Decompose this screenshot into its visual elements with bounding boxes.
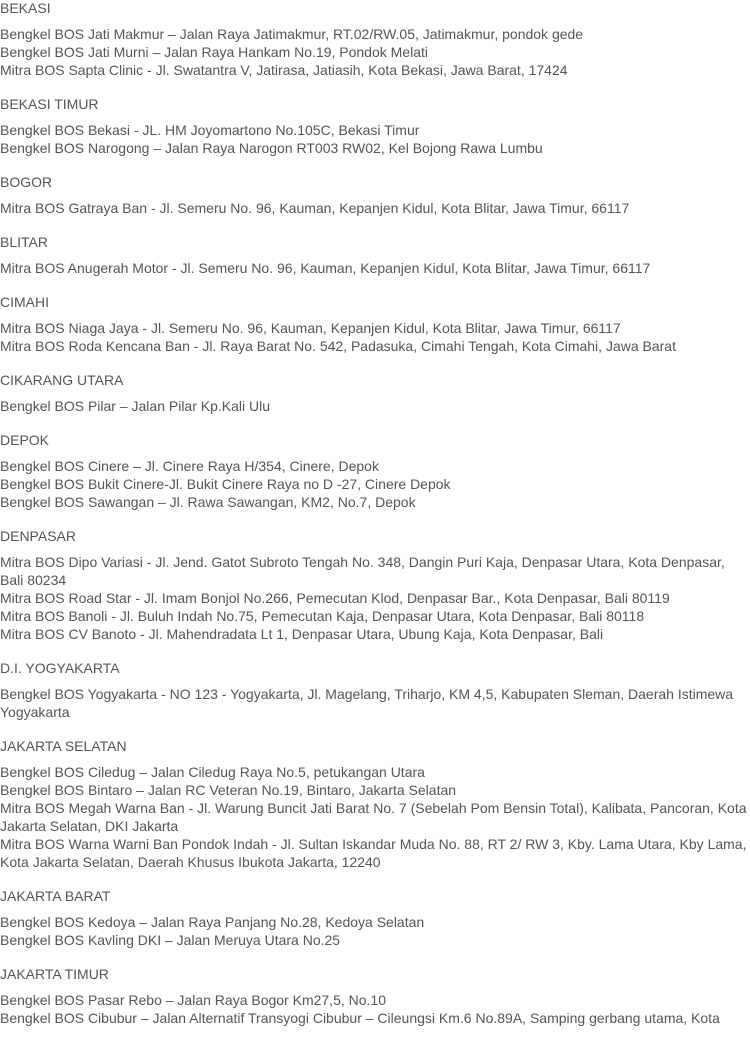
workshop-entry: Bengkel BOS Yogyakarta - NO 123 - Yogyakarta, Jl. Magelang, Triharjo, KM 4,5, Kabupaten Sleman, Daerah Istimewa Yogyakarta [0, 686, 734, 720]
city-section [0, 173, 750, 217]
city-heading: CIMAHI [0, 294, 49, 310]
workshop-entry: Mitra BOS Roda Kencana Ban - Jl. Raya Barat No. 542, Padasuka, Cimahi Tengah, Kota Cimahi, Jawa Barat [0, 338, 676, 354]
workshop-entry: Bengkel BOS Cibubur – Jalan Alternatif Transyogi Cibubur – Cileungsi Km.6 No.89A, Samping gerbang utama, Kota [0, 1010, 720, 1026]
city-heading: BLITAR [0, 234, 48, 250]
city-heading: JAKARTA TIMUR [0, 966, 109, 982]
city-heading: JAKARTA BARAT [0, 888, 111, 904]
workshop-list [0, 763, 750, 871]
city-heading: CIKARANG UTARA [0, 372, 124, 388]
city-heading: BEKASI TIMUR [0, 96, 99, 112]
city-section [0, 659, 750, 721]
workshop-entry: Mitra BOS Megah Warna Ban - Jl. Warung Buncit Jati Barat No. 7 (Sebelah Pom Bensin Total), Kalibata, Pancoran, Kota Jakarta Selatan, DKI Jakarta [0, 800, 747, 834]
workshop-entry: Bengkel BOS Kavling DKI – Jalan Meruya Utara No.25 [0, 932, 341, 948]
city-section [0, 431, 750, 511]
city-heading: DENPASAR [0, 528, 76, 544]
workshop-entry: Bengkel BOS Jati Makmur – Jalan Raya Jatimakmur, RT.02/RW.05, Jatimakmur, pondok gede [0, 26, 584, 42]
workshop-entry: Mitra BOS Road Star - Jl. Imam Bonjol No.266, Pemecutan Klod, Denpasar Bar., Kota Denpasar, Bali 80119 [0, 590, 670, 606]
workshop-entry: Mitra BOS CV Banoto - Jl. Mahendradata Lt 1, Denpasar Utara, Ubung Kaja, Kota Denpasar, Bali [0, 626, 604, 642]
workshop-list [0, 913, 750, 949]
city-heading: D.I. YOGYAKARTA [0, 660, 120, 676]
workshop-entry: Bengkel BOS Narogong – Jalan Raya Narogon RT003 RW02, Kel Bojong Rawa Lumbu [0, 140, 543, 156]
city-section [0, 887, 750, 949]
city-section [0, 965, 750, 1027]
workshop-entry: Mitra BOS Dipo Variasi - Jl. Jend. Gatot Subroto Tengah No. 348, Dangin Puri Kaja, Denpasar Utara, Kota Denpasar, Bali 80234 [0, 554, 725, 588]
workshop-list [0, 121, 750, 157]
workshop-entry: Bengkel BOS Sawangan – Jl. Rawa Sawangan, KM2, No.7, Depok [0, 494, 416, 510]
workshop-entry: Bengkel BOS Jati Murni – Jalan Raya Hankam No.19, Pondok Melati [0, 44, 428, 60]
city-section [0, 371, 750, 415]
workshop-list [0, 259, 750, 277]
city-heading: JAKARTA SELATAN [0, 738, 127, 754]
workshop-entry: Bengkel BOS Bukit Cinere-Jl. Bukit Cinere Raya no D -27, Cinere Depok [0, 476, 451, 492]
workshop-entry: Bengkel BOS Ciledug – Jalan Ciledug Raya No.5, petukangan Utara [0, 764, 425, 780]
workshop-entry: Mitra BOS Banoli - Jl. Buluh Indah No.75, Pemecutan Kaja, Denpasar Utara, Kota Denpasar, Bali 80118 [0, 608, 645, 624]
city-section [0, 293, 750, 355]
workshop-list [0, 457, 750, 511]
workshop-entry: Bengkel BOS Pasar Rebo – Jalan Raya Bogor Km27,5, No.10 [0, 992, 386, 1008]
workshop-list [0, 991, 750, 1027]
workshop-list [0, 685, 750, 721]
city-section [0, 527, 750, 643]
workshop-list [0, 199, 750, 217]
city-section [0, 95, 750, 157]
city-section [0, 737, 750, 871]
workshop-entry: Bengkel BOS Bekasi - JL. HM Joyomartono No.105C, Bekasi Timur [0, 122, 420, 138]
workshop-entry: Mitra BOS Anugerah Motor - Jl. Semeru No. 96, Kauman, Kepanjen Kidul, Kota Blitar, Jawa Timur, 66117 [0, 260, 651, 276]
workshop-list [0, 553, 750, 643]
workshop-entry: Bengkel BOS Cinere – Jl. Cinere Raya H/354, Cinere, Depok [0, 458, 379, 474]
city-heading: BOGOR [0, 174, 53, 190]
workshop-list [0, 25, 750, 79]
city-section [0, 0, 750, 79]
workshop-entry: Bengkel BOS Bintaro – Jalan RC Veteran No.19, Bintaro, Jakarta Selatan [0, 782, 457, 798]
workshop-entry: Bengkel BOS Pilar – Jalan Pilar Kp.Kali Ulu [0, 398, 271, 414]
city-section [0, 233, 750, 277]
workshop-entry: Mitra BOS Warna Warni Ban Pondok Indah - Jl. Sultan Iskandar Muda No. 88, RT 2/ RW 3, Kby. Lama Utara, Kby Lama, Kota Jakarta Selatan, Daerah Khusus Ibukota Jakarta, 12240 [0, 836, 747, 870]
workshop-entry: Mitra BOS Niaga Jaya - Jl. Semeru No. 96, Kauman, Kepanjen Kidul, Kota Blitar, Jawa Timur, 66117 [0, 320, 621, 336]
workshop-list [0, 319, 750, 355]
workshop-entry: Bengkel BOS Kedoya – Jalan Raya Panjang No.28, Kedoya Selatan [0, 914, 425, 930]
city-heading: BEKASI [0, 0, 51, 16]
workshop-list [0, 397, 750, 415]
workshop-entry: Mitra BOS Sapta Clinic - Jl. Swatantra V, Jatirasa, Jatiasih, Kota Bekasi, Jawa Barat, 17424 [0, 62, 568, 78]
city-heading: DEPOK [0, 432, 50, 448]
workshop-entry: Mitra BOS Gatraya Ban - Jl. Semeru No. 96, Kauman, Kepanjen Kidul, Kota Blitar, Jawa Timur, 66117 [0, 200, 630, 216]
